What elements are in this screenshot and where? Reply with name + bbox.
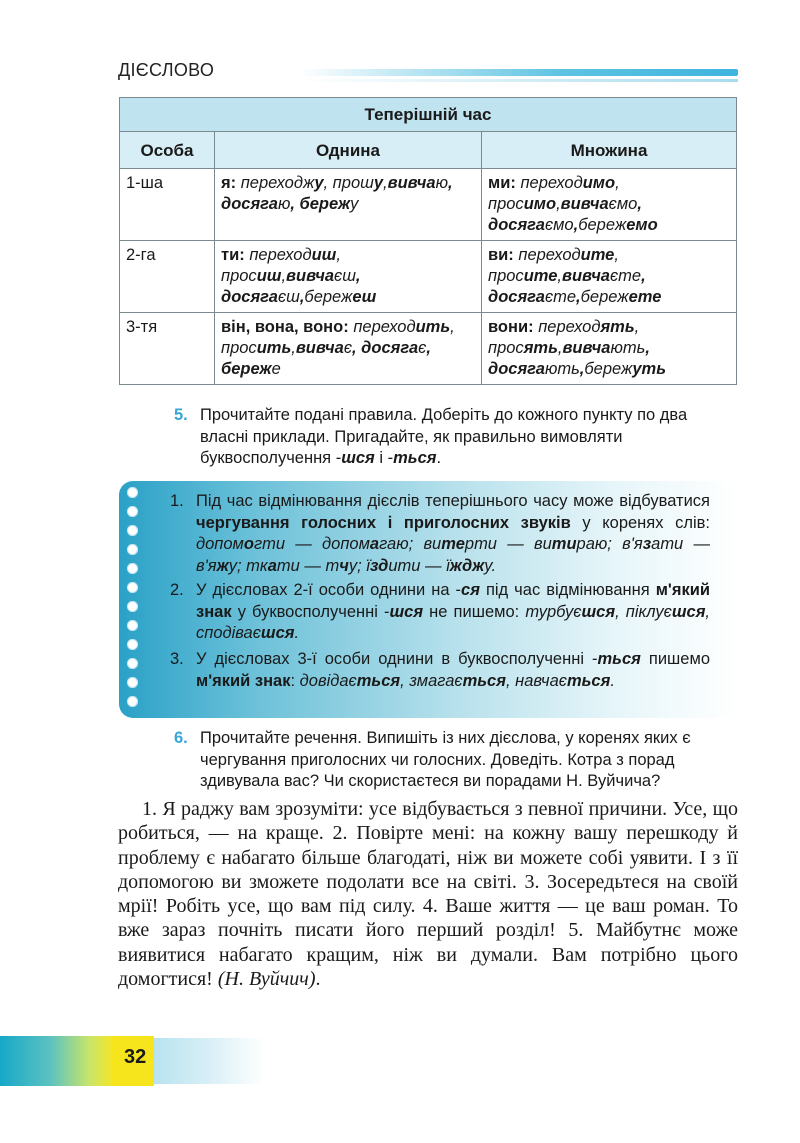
verb-ending: ,	[576, 288, 581, 306]
verb-ending: , досяга	[221, 174, 453, 213]
verb-ending: ,	[299, 288, 305, 306]
example-text: змагає	[409, 671, 463, 690]
verb-ending: , береж	[221, 339, 431, 378]
pronoun: він, вона, воно:	[221, 318, 349, 336]
task-number: 6.	[174, 729, 188, 747]
reading-author: (Н. Вуйчич)	[217, 968, 316, 991]
column-header-person: Особа	[120, 132, 215, 169]
plural-cell	[482, 169, 737, 241]
footer-fade	[154, 1038, 264, 1084]
verb-stem: єш	[334, 267, 356, 285]
alternating-sound: а	[369, 535, 380, 553]
example-text: ати — в'я	[196, 535, 710, 575]
alternating-sound: ж	[216, 556, 229, 575]
verb-stem: ,	[281, 267, 287, 285]
verb-stem: ю	[277, 195, 291, 213]
rule-term: ся	[461, 581, 480, 599]
example-text: турбує	[525, 602, 582, 621]
rule-text: у буквосполученні -	[231, 602, 390, 621]
example-ending: шся	[671, 602, 706, 621]
verb-stem: ємо	[544, 216, 574, 234]
rule-examples	[196, 535, 710, 575]
singular-cell	[215, 313, 482, 385]
verb-stem: переход	[518, 246, 581, 264]
reading-end: .	[315, 968, 321, 991]
verb-ending: ить	[256, 339, 292, 357]
verb-stem: ють	[544, 360, 580, 378]
example-ending: ться	[356, 671, 401, 690]
verb-ending: иш	[311, 246, 337, 264]
header-decor-line	[300, 79, 738, 82]
example-text: піклує	[625, 602, 672, 621]
alternating-sound: ч	[339, 556, 349, 575]
plural-cell	[482, 313, 737, 385]
column-header-singular: Однина	[215, 132, 482, 169]
rule-bold: м'який знак	[196, 671, 291, 690]
column-header-plural: Множина	[482, 132, 737, 169]
verb-ending: ,	[579, 360, 585, 378]
footer-band	[0, 1036, 112, 1086]
pronoun: вони:	[488, 318, 534, 336]
verb-stem: береж	[304, 288, 353, 306]
task-5	[174, 405, 737, 470]
example-ending: ться	[566, 671, 611, 690]
alternating-sound: ти	[551, 535, 577, 553]
rule-number: 1.	[170, 492, 184, 510]
task-number: 5.	[174, 406, 188, 424]
rule-3	[170, 649, 710, 692]
rule-text: пишемо	[640, 650, 710, 668]
table-row	[120, 313, 737, 385]
notebook-ring	[127, 582, 138, 593]
verb-stem: єте	[544, 288, 577, 306]
verb-stem: ємо	[608, 195, 638, 213]
verb-ending: ,	[573, 216, 579, 234]
verb-stem: ють	[610, 339, 646, 357]
rule-examples: турбуєшся, піклуєшся, сподіваєшся.	[196, 602, 711, 642]
pronoun: ви:	[488, 246, 514, 264]
singular-cell	[215, 241, 482, 313]
verb-ending: , досяга	[221, 267, 361, 306]
verb-stem: ,	[557, 267, 562, 285]
rule-text: під час відмінювання	[479, 581, 656, 599]
verb-stem: , прос	[221, 246, 341, 285]
example-text: ти — т	[276, 556, 340, 575]
verb-ending: ить	[415, 318, 451, 336]
verb-ending: вивча	[295, 339, 344, 357]
present-tense-table	[119, 97, 737, 385]
rule-examples: довідається, змагається, навчається.	[299, 671, 615, 690]
verb-ending: имо	[582, 174, 616, 192]
rule-text: У дієсловах 2-ї особи однини на -	[196, 581, 462, 599]
rule-bold: м'який знак	[196, 581, 710, 621]
pronoun: ти:	[221, 246, 245, 264]
verb-stem: береж	[584, 360, 633, 378]
rule-term: шся	[389, 602, 424, 621]
notebook-ring	[127, 487, 138, 498]
pronoun: ми:	[488, 174, 516, 192]
verb-ending: , досяга	[488, 195, 642, 234]
notebook-ring	[127, 696, 138, 707]
rule-text: не пишемо:	[423, 602, 526, 621]
verb-stem: , прос	[488, 174, 620, 213]
example-text: допом	[196, 535, 244, 553]
verb-ending: ите	[523, 267, 558, 285]
verb-ending: ите	[580, 246, 615, 264]
plural-cell	[482, 241, 737, 313]
reading-passage	[118, 797, 738, 991]
example-text: раю;	[576, 535, 612, 553]
rule-number: 2.	[170, 581, 184, 599]
verb-ending: , досяга	[352, 339, 419, 357]
task-text: і -	[374, 449, 394, 467]
verb-stem: ,	[557, 339, 563, 357]
alternating-sound: о	[243, 535, 254, 553]
person-cell: 2-га	[120, 241, 215, 313]
example-text: у; ї	[348, 556, 370, 575]
notebook-ring	[127, 544, 138, 555]
verb-stem: , прос	[488, 318, 640, 357]
rule-text: :	[290, 671, 300, 690]
page-number: 32	[124, 1046, 147, 1068]
task-term: ться	[393, 449, 437, 467]
verb-ending: вивча	[560, 195, 609, 213]
reading-text: 1. Я раджу вам зрозуміти: усе відбувається з певної причини. Усе, що робиться, — на краще. 2. Повірте мені: на кожну вашу перешкоду й проблему є набагато більше благодаті, ніж ви можете собі уявити. І з її допомогою ви зможете подолати все на світі. 3. Зосередьтеся на своїй мрії! Робіть усе, що вам під силу. 4. Ваше життя — це ваш роман. То вже зараз почніть писати його перший розділ! 5. Майбутнє може виявитися набагато кращим, ніж ви думали. Вам потрібно цього домогтися!	[118, 798, 738, 991]
example-text: в'я	[622, 535, 643, 553]
verb-stem: , прош	[323, 174, 374, 192]
example-text: ити — ї	[388, 556, 450, 575]
table-title: Теперішній час	[120, 98, 737, 132]
notebook-ring	[127, 658, 138, 669]
example-text: довідає	[299, 671, 357, 690]
verb-ending: ять	[523, 339, 558, 357]
verb-stem: єш	[277, 288, 300, 306]
example-text: сподіває	[196, 624, 261, 642]
verb-stem: ,	[383, 174, 388, 192]
verb-ending: еш	[352, 288, 377, 306]
verb-ending: , досяга	[488, 267, 646, 306]
rule-1	[170, 491, 710, 577]
verb-ending: вивча	[286, 267, 335, 285]
alternating-sound: з	[642, 535, 652, 553]
verb-ending: ять	[600, 318, 635, 336]
example-text: гти — допом	[253, 535, 370, 553]
verb-stem: ,	[291, 339, 296, 357]
verb-stem: є	[343, 339, 353, 357]
rule-text: Під час відмінювання дієслів теперішнього часу може відбуватися	[196, 492, 710, 510]
verb-stem: береж	[578, 216, 627, 234]
verb-stem: ю	[435, 174, 449, 192]
alternating-sound: ждж	[449, 556, 485, 575]
verb-ending: у	[373, 174, 384, 192]
example-ending: шся	[260, 624, 295, 642]
verb-ending: , береж	[290, 195, 351, 213]
example-text: рти — ви	[464, 535, 552, 553]
rule-number: 3.	[170, 650, 184, 668]
pronoun: я:	[221, 174, 237, 192]
alternating-sound: а	[267, 556, 277, 575]
verb-stem: , прос	[488, 246, 619, 285]
verb-stem: , прос	[221, 318, 455, 357]
rule-bold: чергування голосних і приголосних звуків	[196, 513, 571, 532]
notebook-ring	[127, 563, 138, 574]
verb-ending: емо	[626, 216, 658, 234]
alternating-sound: те	[441, 535, 465, 553]
verb-stem: переход	[353, 318, 416, 336]
notebook-ring	[127, 620, 138, 631]
verb-ending: , досяга	[488, 339, 650, 378]
example-text: у; тк	[228, 556, 268, 575]
rule-text: У дієсловах 3-ї особи однини в буквосполученні -	[196, 650, 598, 668]
verb-stem: переходж	[240, 174, 315, 192]
verb-ending: уть	[632, 360, 667, 378]
person-cell: 3-тя	[120, 313, 215, 385]
person-cell: 1-ша	[120, 169, 215, 241]
notebook-ring	[127, 506, 138, 517]
example-ending: шся	[581, 602, 616, 621]
section-title: ДІЄСЛОВО	[118, 60, 215, 80]
notebook-ring	[127, 601, 138, 612]
table-row	[120, 241, 737, 313]
alternating-sound: зд	[369, 556, 389, 575]
verb-stem: переход	[538, 318, 601, 336]
example-ending: ться	[462, 671, 506, 690]
verb-ending: вивча	[562, 267, 610, 285]
task-term: шся	[341, 449, 375, 467]
task-text: Прочитайте речення. Випишіть із них дієслова, у коренях яких є чергування приголосних чи голосних. Доведіть. Котра з порад здивувала вас? Чи скористаєтеся ви порадами Н. Вуйчича?	[200, 729, 691, 790]
verb-stem: ,	[556, 195, 561, 213]
header-decor-bar	[300, 69, 738, 76]
verb-stem: переход	[520, 174, 583, 192]
verb-ending: имо	[523, 195, 557, 213]
task-text: Прочитайте подані правила. Доберіть до кожного пункту по два власні приклади. Пригадайте, як правильно вимовляти буквосполучення -	[200, 406, 688, 467]
verb-ending: вивча	[562, 339, 611, 357]
example-text: гаю; ви	[379, 535, 442, 553]
verb-ending: иш	[256, 267, 282, 285]
singular-cell	[215, 169, 482, 241]
verb-ending: вивча	[387, 174, 436, 192]
rule-term: ться	[597, 650, 641, 668]
verb-stem: у	[350, 195, 359, 213]
verb-stem: переход	[249, 246, 312, 264]
task-text: .	[436, 449, 442, 467]
rule-text: у коренях слів:	[570, 513, 710, 532]
verb-stem: є	[418, 339, 427, 357]
example-text: навчає	[515, 671, 567, 690]
table-row	[120, 169, 737, 241]
verb-ending: ете	[628, 288, 662, 306]
verb-stem: береж	[580, 288, 629, 306]
verb-ending: у	[314, 174, 324, 192]
notebook-ring	[127, 639, 138, 650]
example-text: у.	[484, 556, 497, 575]
notebook-ring	[127, 677, 138, 688]
task-6	[174, 728, 737, 793]
verb-stem: єте	[610, 267, 642, 285]
rule-2	[170, 580, 711, 645]
notebook-ring	[127, 525, 138, 536]
verb-stem: е	[271, 360, 281, 378]
